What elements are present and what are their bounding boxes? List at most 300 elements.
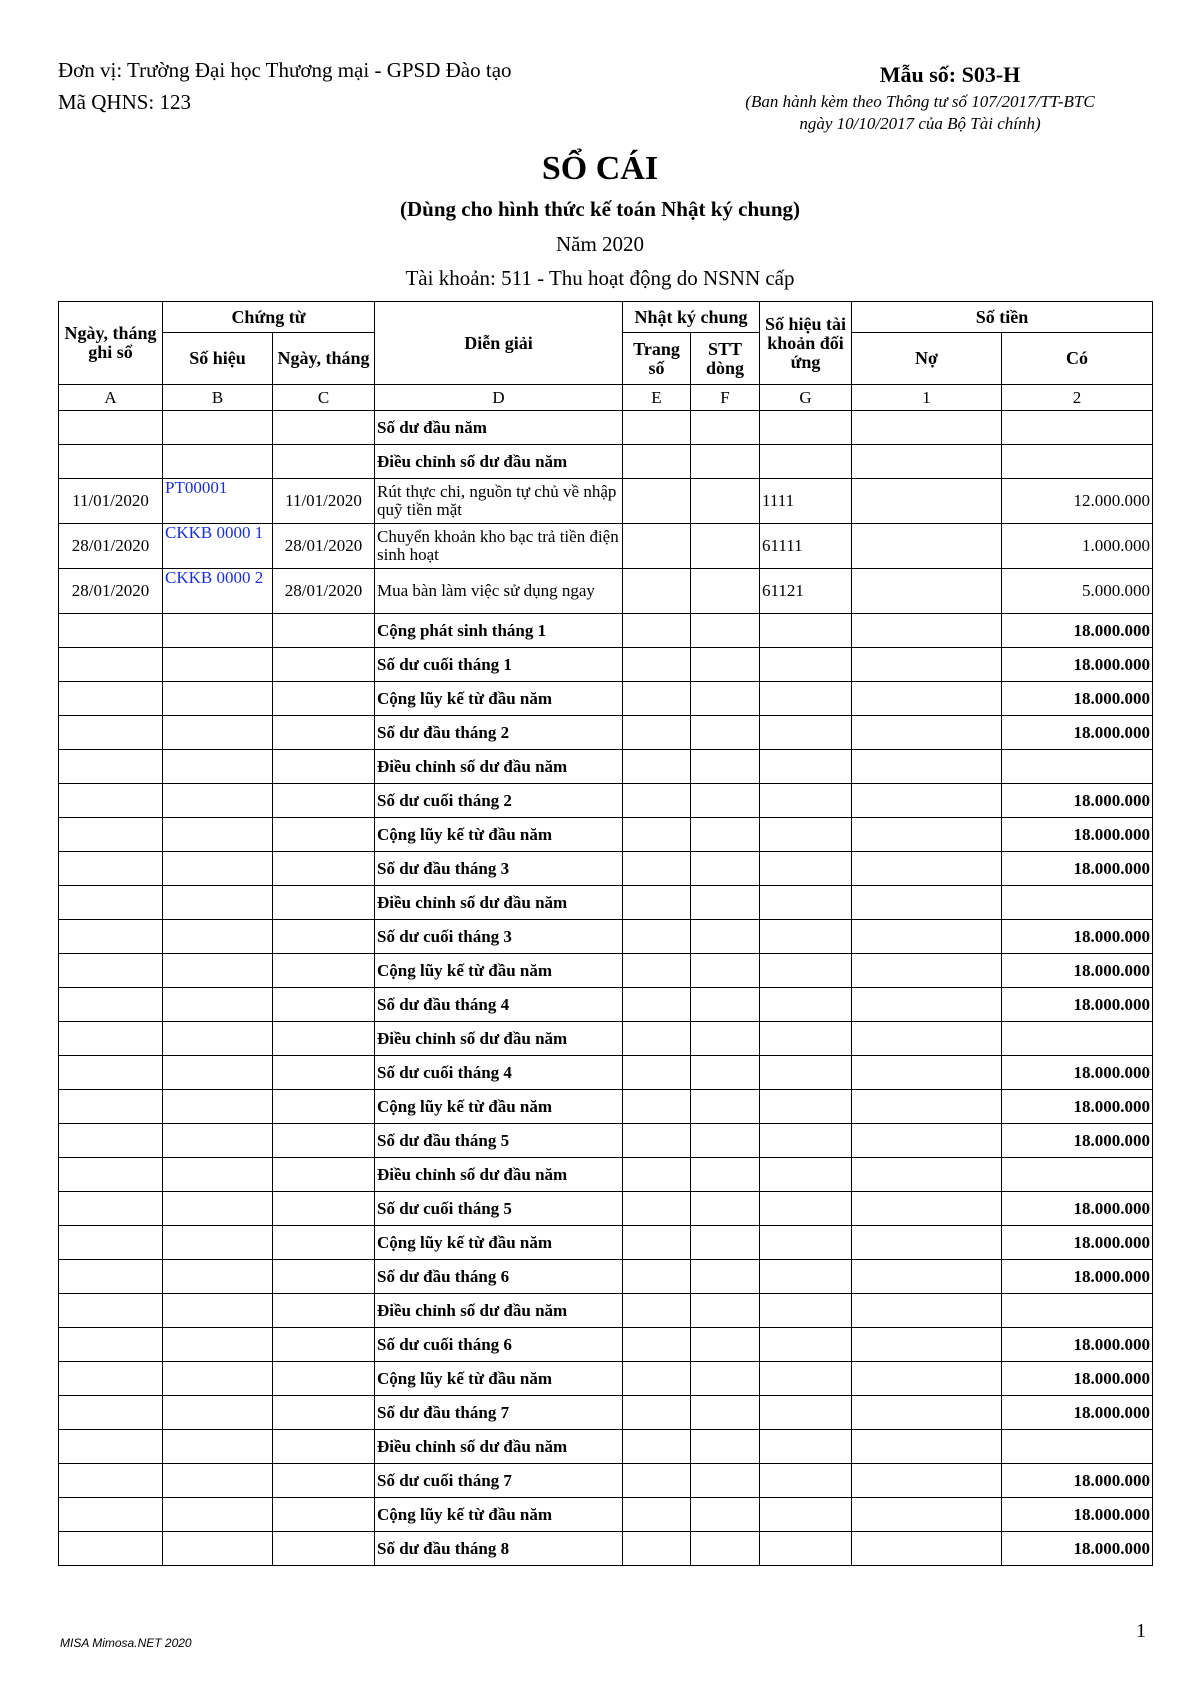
table-row xyxy=(59,614,1153,648)
row-description: Điều chỉnh số dư đầu năm xyxy=(375,445,623,479)
row-voucher-no xyxy=(163,1294,273,1328)
header-voucher: Chứng từ xyxy=(163,302,375,333)
row-date xyxy=(59,920,163,954)
letter-cell: E xyxy=(623,385,691,411)
row-credit: 18.000.000 xyxy=(1002,954,1153,988)
table-row xyxy=(59,1396,1153,1430)
row-date xyxy=(59,954,163,988)
row-description: Số dư đầu tháng 6 xyxy=(375,1260,623,1294)
row-credit xyxy=(1002,886,1153,920)
row-voucher-date: 28/01/2020 xyxy=(273,569,375,614)
table-row xyxy=(59,750,1153,784)
table-row xyxy=(59,569,1153,614)
table-row xyxy=(59,1192,1153,1226)
row-voucher-no xyxy=(163,411,273,445)
row-page xyxy=(623,1328,691,1362)
row-line xyxy=(691,1192,760,1226)
row-contra-account xyxy=(760,1532,852,1566)
row-date xyxy=(59,1158,163,1192)
row-voucher-date xyxy=(273,1090,375,1124)
row-date: 28/01/2020 xyxy=(59,569,163,614)
row-date xyxy=(59,411,163,445)
row-credit xyxy=(1002,1294,1153,1328)
row-line xyxy=(691,1362,760,1396)
row-contra-account xyxy=(760,1396,852,1430)
row-voucher-no xyxy=(163,954,273,988)
row-contra-account xyxy=(760,1498,852,1532)
row-line xyxy=(691,411,760,445)
row-contra-account xyxy=(760,920,852,954)
table-row xyxy=(59,716,1153,750)
row-voucher-no xyxy=(163,1532,273,1566)
table-row xyxy=(59,479,1153,524)
row-voucher-no xyxy=(163,818,273,852)
table-row xyxy=(59,1090,1153,1124)
table-row xyxy=(59,920,1153,954)
row-date xyxy=(59,1396,163,1430)
header-journal: Nhật ký chung xyxy=(623,302,760,333)
table-row xyxy=(59,1532,1153,1566)
row-date xyxy=(59,1260,163,1294)
row-debit xyxy=(852,524,1002,569)
table-row xyxy=(59,445,1153,479)
row-voucher-no xyxy=(163,1226,273,1260)
row-credit: 12.000.000 xyxy=(1002,479,1153,524)
row-voucher-no xyxy=(163,750,273,784)
row-credit: 18.000.000 xyxy=(1002,1056,1153,1090)
table-row xyxy=(59,852,1153,886)
row-page xyxy=(623,1294,691,1328)
row-contra-account xyxy=(760,988,852,1022)
row-page xyxy=(623,1226,691,1260)
row-voucher-no xyxy=(163,1090,273,1124)
row-contra-account xyxy=(760,1260,852,1294)
row-voucher-date xyxy=(273,784,375,818)
row-voucher-date xyxy=(273,1260,375,1294)
row-voucher-date xyxy=(273,1464,375,1498)
row-debit xyxy=(852,1124,1002,1158)
row-debit xyxy=(852,1226,1002,1260)
row-credit xyxy=(1002,1022,1153,1056)
row-date xyxy=(59,1430,163,1464)
row-contra-account: 61121 xyxy=(760,569,852,614)
row-line xyxy=(691,852,760,886)
row-line xyxy=(691,1056,760,1090)
row-date xyxy=(59,1022,163,1056)
row-page xyxy=(623,750,691,784)
row-voucher-date xyxy=(273,1158,375,1192)
row-contra-account xyxy=(760,1056,852,1090)
row-line xyxy=(691,886,760,920)
row-credit: 18.000.000 xyxy=(1002,1090,1153,1124)
row-debit xyxy=(852,750,1002,784)
row-page xyxy=(623,988,691,1022)
row-date xyxy=(59,750,163,784)
row-description: Số dư cuối tháng 1 xyxy=(375,648,623,682)
ledger-account: Tài khoản: 511 - Thu hoạt động do NSNN cấp xyxy=(405,266,795,290)
form-note-line-2: ngày 10/10/2017 của Bộ Tài chính) xyxy=(799,114,1041,133)
row-description: Cộng lũy kế từ đầu năm xyxy=(375,1090,623,1124)
row-description: Số dư cuối tháng 4 xyxy=(375,1056,623,1090)
row-page xyxy=(623,1056,691,1090)
row-line xyxy=(691,1294,760,1328)
table-row xyxy=(59,784,1153,818)
row-voucher-no xyxy=(163,1192,273,1226)
row-date xyxy=(59,445,163,479)
letter-cell: A xyxy=(59,385,163,411)
row-line xyxy=(691,445,760,479)
row-voucher-date xyxy=(273,920,375,954)
row-debit xyxy=(852,1022,1002,1056)
row-credit xyxy=(1002,1158,1153,1192)
row-debit xyxy=(852,954,1002,988)
row-contra-account xyxy=(760,818,852,852)
letter-row xyxy=(59,385,1153,411)
row-description: Điều chỉnh số dư đầu năm xyxy=(375,750,623,784)
row-description: Rút thực chi, nguồn tự chủ về nhập quỹ tiền mặt xyxy=(375,479,623,524)
row-credit: 18.000.000 xyxy=(1002,1328,1153,1362)
row-voucher-no xyxy=(163,1498,273,1532)
row-page xyxy=(623,1260,691,1294)
row-debit xyxy=(852,988,1002,1022)
row-line xyxy=(691,1022,760,1056)
row-description: Cộng lũy kế từ đầu năm xyxy=(375,682,623,716)
row-debit xyxy=(852,614,1002,648)
row-contra-account xyxy=(760,682,852,716)
row-voucher-date xyxy=(273,648,375,682)
row-contra-account xyxy=(760,445,852,479)
header-line: STT dòng xyxy=(691,333,760,385)
row-debit xyxy=(852,852,1002,886)
row-credit: 18.000.000 xyxy=(1002,614,1153,648)
header-description: Diễn giải xyxy=(375,302,623,385)
row-voucher-date xyxy=(273,411,375,445)
row-contra-account xyxy=(760,1158,852,1192)
letter-cell: G xyxy=(760,385,852,411)
row-page xyxy=(623,852,691,886)
row-page xyxy=(623,920,691,954)
row-debit xyxy=(852,1396,1002,1430)
row-voucher-date xyxy=(273,1022,375,1056)
table-row xyxy=(59,954,1153,988)
row-description: Điều chỉnh số dư đầu năm xyxy=(375,1158,623,1192)
row-line xyxy=(691,682,760,716)
row-debit xyxy=(852,784,1002,818)
row-voucher-date xyxy=(273,1328,375,1362)
row-voucher-date xyxy=(273,682,375,716)
row-line xyxy=(691,716,760,750)
row-voucher-date xyxy=(273,818,375,852)
letter-cell: 1 xyxy=(852,385,1002,411)
row-page xyxy=(623,614,691,648)
row-page xyxy=(623,569,691,614)
row-debit xyxy=(852,1430,1002,1464)
row-description: Số dư đầu tháng 2 xyxy=(375,716,623,750)
table-row xyxy=(59,1498,1153,1532)
row-voucher-date xyxy=(273,1532,375,1566)
letter-cell: 2 xyxy=(1002,385,1153,411)
row-voucher-date xyxy=(273,445,375,479)
letter-cell: F xyxy=(691,385,760,411)
row-page xyxy=(623,445,691,479)
row-date xyxy=(59,988,163,1022)
row-description: Số dư cuối tháng 5 xyxy=(375,1192,623,1226)
row-voucher-date: 28/01/2020 xyxy=(273,524,375,569)
row-line xyxy=(691,479,760,524)
row-line xyxy=(691,1158,760,1192)
row-line xyxy=(691,569,760,614)
row-credit: 1.000.000 xyxy=(1002,524,1153,569)
header-voucher-date: Ngày, tháng xyxy=(273,333,375,385)
row-description: Số dư đầu tháng 5 xyxy=(375,1124,623,1158)
table-row xyxy=(59,1294,1153,1328)
row-credit: 18.000.000 xyxy=(1002,818,1153,852)
letter-cell: B xyxy=(163,385,273,411)
row-date xyxy=(59,1294,163,1328)
row-contra-account xyxy=(760,954,852,988)
row-credit: 5.000.000 xyxy=(1002,569,1153,614)
row-debit xyxy=(852,1090,1002,1124)
table-row xyxy=(59,1158,1153,1192)
table-row xyxy=(59,411,1153,445)
row-credit: 18.000.000 xyxy=(1002,988,1153,1022)
row-voucher-date xyxy=(273,1430,375,1464)
row-page xyxy=(623,411,691,445)
row-date xyxy=(59,716,163,750)
row-contra-account xyxy=(760,1430,852,1464)
row-line xyxy=(691,750,760,784)
row-debit xyxy=(852,1158,1002,1192)
row-page xyxy=(623,682,691,716)
row-line xyxy=(691,1396,760,1430)
row-voucher-no: PT00001 xyxy=(163,479,273,524)
row-voucher-no xyxy=(163,886,273,920)
row-date xyxy=(59,1532,163,1566)
row-debit xyxy=(852,411,1002,445)
row-description: Số dư cuối tháng 6 xyxy=(375,1328,623,1362)
row-debit xyxy=(852,1192,1002,1226)
row-date: 11/01/2020 xyxy=(59,479,163,524)
row-voucher-date xyxy=(273,1056,375,1090)
row-voucher-date xyxy=(273,954,375,988)
row-credit: 18.000.000 xyxy=(1002,1226,1153,1260)
row-date xyxy=(59,1056,163,1090)
software-name: MISA Mimosa.NET 2020 xyxy=(60,1636,192,1650)
unit-name: Đơn vị: Trường Đại học Thương mại - GPSD Đào tạo xyxy=(58,58,512,82)
row-contra-account: 61111 xyxy=(760,524,852,569)
row-line xyxy=(691,1260,760,1294)
row-date xyxy=(59,1226,163,1260)
row-voucher-date xyxy=(273,750,375,784)
row-debit xyxy=(852,1056,1002,1090)
row-date xyxy=(59,886,163,920)
row-debit xyxy=(852,648,1002,682)
row-line xyxy=(691,614,760,648)
row-page xyxy=(623,818,691,852)
header-page: Trang số xyxy=(623,333,691,385)
row-credit: 18.000.000 xyxy=(1002,716,1153,750)
form-note-line-1: (Ban hành kèm theo Thông tư số 107/2017/TT-BTC xyxy=(745,92,1095,111)
row-voucher-no xyxy=(163,1056,273,1090)
table-row xyxy=(59,1226,1153,1260)
row-voucher-date xyxy=(273,1192,375,1226)
row-line xyxy=(691,1532,760,1566)
row-debit xyxy=(852,1328,1002,1362)
row-date xyxy=(59,1192,163,1226)
row-line xyxy=(691,988,760,1022)
header-contra-account: Số hiệu tài khoản đối ứng xyxy=(760,302,852,385)
row-voucher-no xyxy=(163,1260,273,1294)
row-debit xyxy=(852,716,1002,750)
row-voucher-no xyxy=(163,682,273,716)
row-voucher-date xyxy=(273,716,375,750)
ledger-year: Năm 2020 xyxy=(555,232,645,256)
table-row xyxy=(59,818,1153,852)
row-date xyxy=(59,818,163,852)
header-amount: Số tiền xyxy=(852,302,1153,333)
row-date xyxy=(59,1362,163,1396)
row-voucher-no xyxy=(163,716,273,750)
row-voucher-no xyxy=(163,1430,273,1464)
row-line xyxy=(691,1124,760,1158)
row-line xyxy=(691,1090,760,1124)
row-description: Cộng lũy kế từ đầu năm xyxy=(375,1498,623,1532)
row-date xyxy=(59,852,163,886)
header-voucher-no: Số hiệu xyxy=(163,333,273,385)
row-debit xyxy=(852,569,1002,614)
row-contra-account xyxy=(760,648,852,682)
row-voucher-date xyxy=(273,1396,375,1430)
row-description: Điều chỉnh số dư đầu năm xyxy=(375,1022,623,1056)
row-description: Mua bàn làm việc sử dụng ngay xyxy=(375,569,623,614)
row-page xyxy=(623,954,691,988)
form-number: Mẫu số: S03-H xyxy=(879,62,1021,87)
row-contra-account xyxy=(760,852,852,886)
row-voucher-no xyxy=(163,1464,273,1498)
row-contra-account xyxy=(760,716,852,750)
row-contra-account xyxy=(760,1022,852,1056)
row-voucher-no xyxy=(163,920,273,954)
row-page xyxy=(623,1090,691,1124)
row-credit xyxy=(1002,411,1153,445)
row-description: Cộng lũy kế từ đầu năm xyxy=(375,954,623,988)
row-credit xyxy=(1002,1430,1153,1464)
row-page xyxy=(623,784,691,818)
ledger-table xyxy=(58,301,1153,1566)
table-row xyxy=(59,682,1153,716)
header-date-recorded: Ngày, tháng ghi sổ xyxy=(59,302,163,385)
row-date xyxy=(59,1498,163,1532)
table-row xyxy=(59,524,1153,569)
row-contra-account xyxy=(760,1328,852,1362)
row-voucher-no xyxy=(163,1396,273,1430)
row-voucher-date xyxy=(273,988,375,1022)
row-description: Số dư đầu tháng 4 xyxy=(375,988,623,1022)
row-date xyxy=(59,1328,163,1362)
row-page xyxy=(623,886,691,920)
row-credit: 18.000.000 xyxy=(1002,1532,1153,1566)
row-debit xyxy=(852,1498,1002,1532)
row-voucher-no xyxy=(163,988,273,1022)
row-voucher-no xyxy=(163,1022,273,1056)
row-description: Chuyển khoản kho bạc trả tiền điện sinh hoạt xyxy=(375,524,623,569)
row-voucher-no xyxy=(163,1124,273,1158)
table-row xyxy=(59,1328,1153,1362)
row-description: Cộng lũy kế từ đầu năm xyxy=(375,1362,623,1396)
row-debit xyxy=(852,1294,1002,1328)
row-page xyxy=(623,1362,691,1396)
row-voucher-no xyxy=(163,1362,273,1396)
row-page xyxy=(623,716,691,750)
row-description: Số dư đầu năm xyxy=(375,411,623,445)
letter-cell: C xyxy=(273,385,375,411)
row-debit xyxy=(852,1532,1002,1566)
row-voucher-no: CKKB 0000 1 xyxy=(163,524,273,569)
row-line xyxy=(691,920,760,954)
row-voucher-date: 11/01/2020 xyxy=(273,479,375,524)
ledger-title: SỔ CÁI xyxy=(541,150,659,187)
table-row xyxy=(59,1056,1153,1090)
row-contra-account xyxy=(760,1464,852,1498)
row-credit xyxy=(1002,445,1153,479)
row-line xyxy=(691,1498,760,1532)
row-line xyxy=(691,1226,760,1260)
table-row xyxy=(59,1022,1153,1056)
row-page xyxy=(623,1532,691,1566)
row-credit: 18.000.000 xyxy=(1002,1260,1153,1294)
row-page xyxy=(623,1498,691,1532)
row-contra-account xyxy=(760,1294,852,1328)
row-date xyxy=(59,682,163,716)
row-page xyxy=(623,1022,691,1056)
table-row xyxy=(59,988,1153,1022)
row-debit xyxy=(852,445,1002,479)
row-line xyxy=(691,648,760,682)
row-debit xyxy=(852,818,1002,852)
row-voucher-date xyxy=(273,1362,375,1396)
row-line xyxy=(691,954,760,988)
row-debit xyxy=(852,682,1002,716)
row-page xyxy=(623,524,691,569)
row-credit: 18.000.000 xyxy=(1002,1124,1153,1158)
row-voucher-no: CKKB 0000 2 xyxy=(163,569,273,614)
row-page xyxy=(623,479,691,524)
row-description: Điều chỉnh số dư đầu năm xyxy=(375,1294,623,1328)
row-voucher-date xyxy=(273,614,375,648)
row-voucher-date xyxy=(273,852,375,886)
row-credit: 18.000.000 xyxy=(1002,920,1153,954)
row-contra-account xyxy=(760,750,852,784)
row-date xyxy=(59,784,163,818)
row-credit: 18.000.000 xyxy=(1002,682,1153,716)
row-contra-account xyxy=(760,784,852,818)
row-page xyxy=(623,1158,691,1192)
row-contra-account xyxy=(760,614,852,648)
row-line xyxy=(691,1328,760,1362)
row-description: Cộng lũy kế từ đầu năm xyxy=(375,818,623,852)
table-row xyxy=(59,648,1153,682)
row-voucher-no xyxy=(163,1328,273,1362)
row-contra-account xyxy=(760,1124,852,1158)
row-contra-account xyxy=(760,1192,852,1226)
row-credit: 18.000.000 xyxy=(1002,852,1153,886)
row-line xyxy=(691,1464,760,1498)
row-line xyxy=(691,784,760,818)
row-date xyxy=(59,614,163,648)
row-credit: 18.000.000 xyxy=(1002,1362,1153,1396)
row-debit xyxy=(852,1362,1002,1396)
row-date: 28/01/2020 xyxy=(59,524,163,569)
